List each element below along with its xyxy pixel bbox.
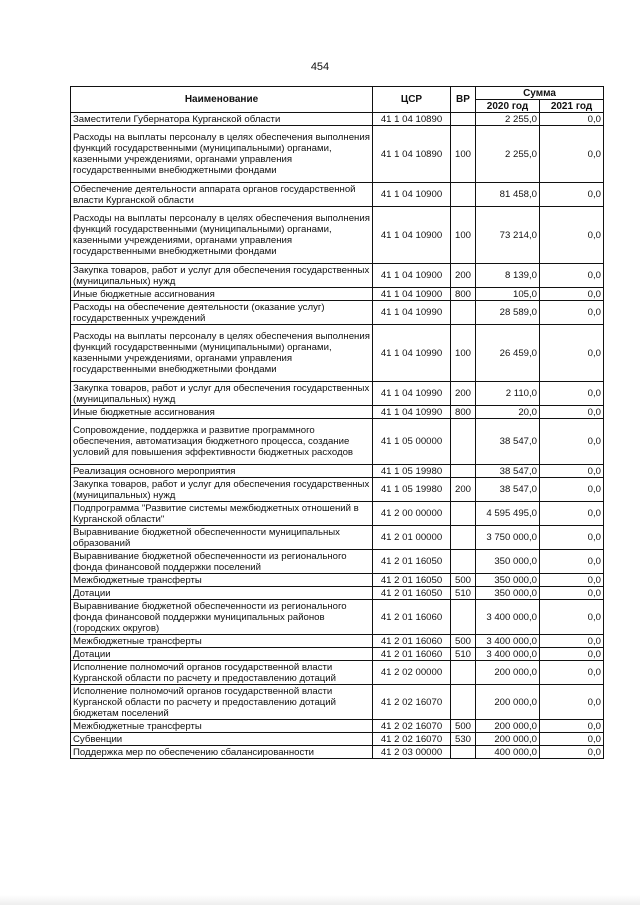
row-sum-2021-cell: 0,0: [540, 587, 604, 600]
row-sum-2020-cell: 38 547,0: [476, 419, 540, 465]
row-name-cell: Исполнение полномочий органов государственной власти Курганской области по расчету и предоставлению дотаций бюджетам поселений: [71, 685, 373, 720]
row-name-cell: Реализация основного мероприятия: [71, 465, 373, 478]
row-csr-cell: 41 1 04 10900: [373, 288, 451, 301]
row-sum-2020-cell: 4 595 495,0: [476, 502, 540, 526]
row-sum-2021-cell: 0,0: [540, 502, 604, 526]
table-row: [71, 382, 604, 406]
row-name-cell: Расходы на выплаты персоналу в целях обеспечения выполнения функций государственными (муниципальными) органами, казенными учреждениями, органами управления государственными внебюджетными фондами: [71, 207, 373, 264]
table-row: [71, 574, 604, 587]
row-csr-cell: 41 2 01 16050: [373, 587, 451, 600]
row-sum-2021-cell: 0,0: [540, 550, 604, 574]
row-sum-2021-cell: 0,0: [540, 661, 604, 685]
row-sum-2020-cell: 73 214,0: [476, 207, 540, 264]
row-sum-2021-cell: 0,0: [540, 288, 604, 301]
row-name-cell: Выравнивание бюджетной обеспеченности муниципальных образований: [71, 526, 373, 550]
row-sum-2021-cell: 0,0: [540, 648, 604, 661]
row-vr-cell: [451, 301, 476, 325]
row-sum-2021-cell: 0,0: [540, 685, 604, 720]
row-csr-cell: 41 2 02 16070: [373, 685, 451, 720]
row-vr-cell: 100: [451, 207, 476, 264]
table-row: [71, 661, 604, 685]
row-sum-2021-cell: 0,0: [540, 126, 604, 183]
row-sum-2020-cell: 200 000,0: [476, 661, 540, 685]
row-vr-cell: [451, 526, 476, 550]
row-csr-cell: 41 2 02 16070: [373, 720, 451, 733]
table-row: [71, 648, 604, 661]
row-sum-2020-cell: 26 459,0: [476, 325, 540, 382]
row-vr-cell: [451, 465, 476, 478]
row-name-cell: Дотации: [71, 648, 373, 661]
row-vr-cell: [451, 746, 476, 759]
row-sum-2021-cell: 0,0: [540, 325, 604, 382]
table-row: [71, 526, 604, 550]
row-sum-2020-cell: 3 400 000,0: [476, 635, 540, 648]
row-vr-cell: 100: [451, 325, 476, 382]
row-csr-cell: 41 2 01 16060: [373, 648, 451, 661]
row-vr-cell: [451, 600, 476, 635]
row-sum-2021-cell: 0,0: [540, 746, 604, 759]
row-sum-2021-cell: 0,0: [540, 600, 604, 635]
table-row: [71, 406, 604, 419]
row-sum-2021-cell: 0,0: [540, 733, 604, 746]
row-vr-cell: [451, 113, 476, 126]
row-sum-2020-cell: 20,0: [476, 406, 540, 419]
row-csr-cell: 41 1 05 19980: [373, 478, 451, 502]
row-csr-cell: 41 2 01 16050: [373, 550, 451, 574]
row-csr-cell: 41 1 05 00000: [373, 419, 451, 465]
row-name-cell: Закупка товаров, работ и услуг для обеспечения государственных (муниципальных) нужд: [71, 478, 373, 502]
row-csr-cell: 41 2 02 00000: [373, 661, 451, 685]
row-name-cell: Выравнивание бюджетной обеспеченности из регионального фонда финансовой поддержки муниципальных районов (городских округов): [71, 600, 373, 635]
row-sum-2021-cell: 0,0: [540, 406, 604, 419]
row-sum-2020-cell: 200 000,0: [476, 685, 540, 720]
row-name-cell: Расходы на выплаты персоналу в целях обеспечения выполнения функций государственными (муниципальными) органами, казенными учреждениями, органами управления государственными внебюджетными фондами: [71, 126, 373, 183]
row-vr-cell: 100: [451, 126, 476, 183]
row-sum-2020-cell: 28 589,0: [476, 301, 540, 325]
row-sum-2020-cell: 3 400 000,0: [476, 600, 540, 635]
row-vr-cell: 510: [451, 587, 476, 600]
table-row: [71, 478, 604, 502]
table-row: [71, 113, 604, 126]
row-vr-cell: 500: [451, 635, 476, 648]
row-sum-2020-cell: 350 000,0: [476, 550, 540, 574]
row-csr-cell: 41 1 04 10990: [373, 382, 451, 406]
row-sum-2020-cell: 3 400 000,0: [476, 648, 540, 661]
row-name-cell: Расходы на выплаты персоналу в целях обеспечения выполнения функций государственными (муниципальными) органами, казенными учреждениями, органами управления государственными внебюджетными фондами: [71, 325, 373, 382]
row-sum-2021-cell: 0,0: [540, 301, 604, 325]
header-sum: Сумма: [476, 87, 604, 100]
table-row: [71, 502, 604, 526]
header-csr: ЦСР: [373, 87, 451, 113]
row-name-cell: Расходы на обеспечение деятельности (оказание услуг) государственных учреждений: [71, 301, 373, 325]
row-vr-cell: 800: [451, 288, 476, 301]
row-vr-cell: 200: [451, 264, 476, 288]
table-row: [71, 587, 604, 600]
table-row: [71, 685, 604, 720]
row-sum-2020-cell: 2 110,0: [476, 382, 540, 406]
table-row: [71, 465, 604, 478]
row-vr-cell: [451, 183, 476, 207]
row-csr-cell: 41 1 04 10900: [373, 183, 451, 207]
row-sum-2020-cell: 81 458,0: [476, 183, 540, 207]
table-row: [71, 126, 604, 183]
row-sum-2020-cell: 200 000,0: [476, 720, 540, 733]
row-csr-cell: 41 1 04 10890: [373, 113, 451, 126]
row-sum-2020-cell: 200 000,0: [476, 733, 540, 746]
table-row: [71, 720, 604, 733]
table-row: [71, 207, 604, 264]
row-name-cell: Сопровождение, поддержка и развитие программного обеспечения, автоматизация бюджетного процесса, создание условий для повышения эффективности бюджетных расходов: [71, 419, 373, 465]
row-sum-2021-cell: 0,0: [540, 635, 604, 648]
table-row: [71, 550, 604, 574]
header-row-1: [71, 87, 604, 100]
header-name: Наименование: [71, 87, 373, 113]
row-name-cell: Иные бюджетные ассигнования: [71, 288, 373, 301]
table-row: [71, 733, 604, 746]
budget-table: [70, 86, 604, 759]
row-vr-cell: 500: [451, 720, 476, 733]
page-edge: [0, 895, 640, 905]
row-name-cell: Межбюджетные трансферты: [71, 720, 373, 733]
row-vr-cell: [451, 550, 476, 574]
table-body: [71, 113, 604, 759]
row-name-cell: Обеспечение деятельности аппарата органов государственной власти Курганской области: [71, 183, 373, 207]
row-name-cell: Подпрограмма "Развитие системы межбюджетных отношений в Курганской области": [71, 502, 373, 526]
row-sum-2021-cell: 0,0: [540, 465, 604, 478]
row-name-cell: Закупка товаров, работ и услуг для обеспечения государственных (муниципальных) нужд: [71, 264, 373, 288]
row-name-cell: Межбюджетные трансферты: [71, 635, 373, 648]
row-sum-2020-cell: 105,0: [476, 288, 540, 301]
row-vr-cell: 530: [451, 733, 476, 746]
row-sum-2020-cell: 38 547,0: [476, 478, 540, 502]
page-number: 454: [310, 61, 330, 73]
row-name-cell: Закупка товаров, работ и услуг для обеспечения государственных (муниципальных) нужд: [71, 382, 373, 406]
row-vr-cell: 200: [451, 382, 476, 406]
header-year-2021: 2021 год: [540, 100, 604, 113]
row-csr-cell: 41 2 01 16060: [373, 600, 451, 635]
row-sum-2021-cell: 0,0: [540, 207, 604, 264]
header-year-2020: 2020 год: [476, 100, 540, 113]
row-vr-cell: [451, 685, 476, 720]
row-csr-cell: 41 2 02 16070: [373, 733, 451, 746]
row-vr-cell: [451, 661, 476, 685]
row-sum-2021-cell: 0,0: [540, 183, 604, 207]
row-csr-cell: 41 2 01 16050: [373, 574, 451, 587]
row-sum-2020-cell: 3 750 000,0: [476, 526, 540, 550]
row-vr-cell: 500: [451, 574, 476, 587]
row-name-cell: Поддержка мер по обеспечению сбалансированности: [71, 746, 373, 759]
table-row: [71, 264, 604, 288]
row-sum-2021-cell: 0,0: [540, 419, 604, 465]
table-row: [71, 600, 604, 635]
row-csr-cell: 41 2 01 16060: [373, 635, 451, 648]
row-csr-cell: 41 1 04 10990: [373, 301, 451, 325]
row-name-cell: Субвенции: [71, 733, 373, 746]
row-sum-2020-cell: 350 000,0: [476, 574, 540, 587]
table-row: [71, 325, 604, 382]
row-sum-2020-cell: 400 000,0: [476, 746, 540, 759]
row-sum-2020-cell: 38 547,0: [476, 465, 540, 478]
row-csr-cell: 41 2 01 00000: [373, 526, 451, 550]
row-vr-cell: [451, 502, 476, 526]
row-name-cell: Межбюджетные трансферты: [71, 574, 373, 587]
header-vr: ВР: [451, 87, 476, 113]
row-name-cell: Иные бюджетные ассигнования: [71, 406, 373, 419]
row-sum-2021-cell: 0,0: [540, 264, 604, 288]
row-vr-cell: 800: [451, 406, 476, 419]
row-csr-cell: 41 1 04 10990: [373, 406, 451, 419]
row-name-cell: Заместители Губернатора Курганской области: [71, 113, 373, 126]
row-csr-cell: 41 1 04 10990: [373, 325, 451, 382]
row-sum-2020-cell: 350 000,0: [476, 587, 540, 600]
row-csr-cell: 41 2 00 00000: [373, 502, 451, 526]
row-vr-cell: 510: [451, 648, 476, 661]
table-row: [71, 419, 604, 465]
table-row: [71, 746, 604, 759]
row-vr-cell: [451, 419, 476, 465]
row-sum-2021-cell: 0,0: [540, 526, 604, 550]
row-csr-cell: 41 1 05 19980: [373, 465, 451, 478]
row-sum-2021-cell: 0,0: [540, 720, 604, 733]
row-name-cell: Исполнение полномочий органов государственной власти Курганской области по расчету и предоставлению дотаций: [71, 661, 373, 685]
row-sum-2020-cell: 2 255,0: [476, 113, 540, 126]
row-name-cell: Выравнивание бюджетной обеспеченности из регионального фонда финансовой поддержки поселений: [71, 550, 373, 574]
row-sum-2020-cell: 2 255,0: [476, 126, 540, 183]
table-row: [71, 301, 604, 325]
row-vr-cell: 200: [451, 478, 476, 502]
table-row: [71, 183, 604, 207]
row-sum-2021-cell: 0,0: [540, 478, 604, 502]
row-csr-cell: 41 1 04 10900: [373, 207, 451, 264]
row-sum-2021-cell: 0,0: [540, 574, 604, 587]
row-csr-cell: 41 1 04 10900: [373, 264, 451, 288]
row-sum-2020-cell: 8 139,0: [476, 264, 540, 288]
table-row: [71, 635, 604, 648]
row-sum-2021-cell: 0,0: [540, 382, 604, 406]
row-csr-cell: 41 2 03 00000: [373, 746, 451, 759]
row-csr-cell: 41 1 04 10890: [373, 126, 451, 183]
row-name-cell: Дотации: [71, 587, 373, 600]
row-sum-2021-cell: 0,0: [540, 113, 604, 126]
table-row: [71, 288, 604, 301]
